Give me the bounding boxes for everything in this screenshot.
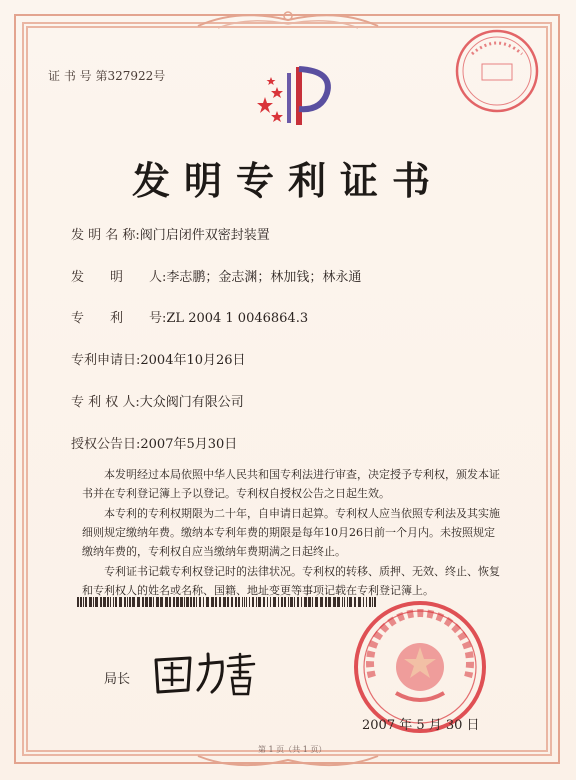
field-patent-number [71, 307, 308, 326]
patent-office-logo-icon [255, 63, 335, 133]
field-label: 专 利 号: [71, 311, 167, 326]
field-inventors [71, 266, 361, 285]
field-value: 阀门启闭件双密封装置 [139, 228, 270, 243]
patent-seal-small-icon [452, 26, 542, 116]
bottom-ornament-icon [188, 752, 388, 774]
field-value: 2004年10月26日 [140, 353, 246, 368]
field-label: 专 利 权 人: [71, 395, 140, 410]
page-number: 第 1 页（共 1 页） [258, 745, 327, 754]
field-label: 授权公告日: [71, 437, 141, 452]
field-invention-name [71, 224, 270, 243]
barcode-icon [77, 597, 377, 607]
certificate-number: 证 书 号 第327922号 [48, 69, 166, 83]
field-value: ZL 2004 1 0046864.3 [166, 311, 309, 326]
body-paragraph: 专利证书记载专利权登记时的法律状况。专利权的转移、质押、无效、终止、恢复和专利权人的姓名或名称、国籍、地址变更等事项记载在专利登记簿上。 [82, 565, 500, 597]
field-label: 发 明 人: [71, 270, 167, 285]
director-signature-icon [150, 646, 260, 698]
page-title: 发明专利证书 [131, 158, 444, 203]
director-label: 局长 [104, 672, 131, 687]
body-paragraph: 本发明经过本局依照中华人民共和国专利法进行审查，决定授予专利权，颁发本证书并在专利登记簿上予以登记。专利权自授权公告之日起生效。 [82, 468, 500, 500]
certificate-body-text [82, 465, 502, 601]
issue-date: 2007 年 5 月 30 日 [362, 718, 480, 733]
field-label: 专利申请日: [71, 353, 141, 368]
body-paragraph: 本专利的专利权期限为二十年，自申请日起算。专利权人应当依照专利法及其实施细则规定缴纳年费。缴纳本专利年费的期限是每年10月26日前一个月内。未按照规定缴纳年费的，专利权自应当缴纳年费期满之日起终止。 [82, 507, 500, 558]
field-grant-date [71, 433, 237, 452]
field-label: 发 明 名 称: [71, 228, 140, 243]
field-value: 2007年5月30日 [140, 437, 238, 452]
field-value: 李志鹏；金志渊；林加钱；林永通 [166, 270, 362, 285]
field-value: 大众阀门有限公司 [139, 395, 244, 410]
field-patentee [71, 391, 244, 410]
field-application-date [71, 349, 246, 368]
top-ornament-icon [188, 6, 388, 32]
